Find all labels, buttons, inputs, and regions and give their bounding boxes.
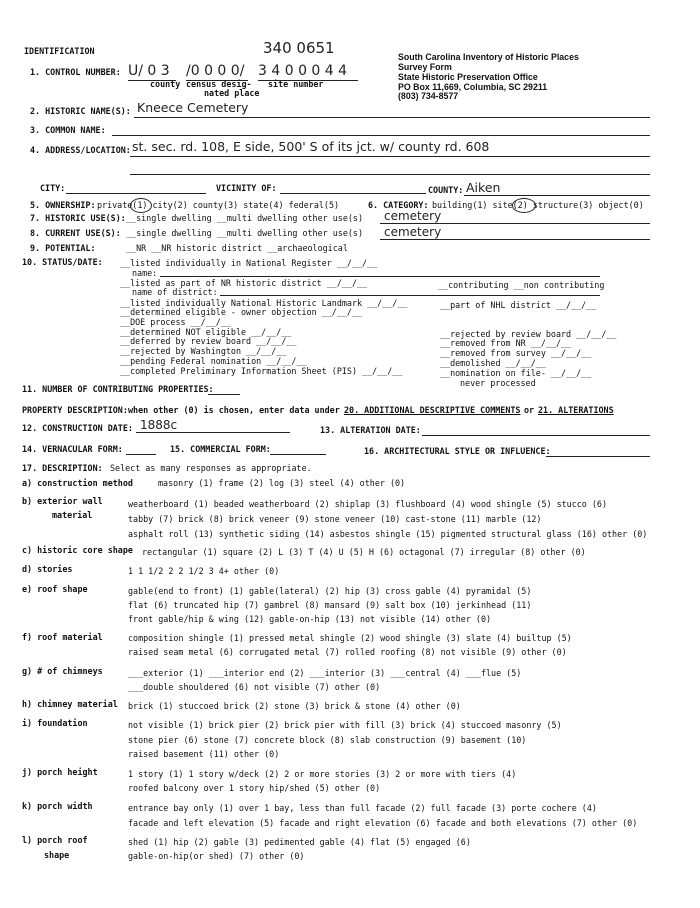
architectural-style-line[interactable]: [546, 456, 650, 457]
additional-comments-ref: 20. ADDITIONAL DESCRIPTIVE COMMENTS: [344, 405, 521, 415]
historic-use-label: 7. HISTORIC USE(S):: [30, 213, 126, 223]
city-label: CITY:: [40, 183, 66, 193]
status-option[interactable]: __determined NOT eligible __/__/__: [120, 327, 292, 337]
property-description-text: when other (0) is chosen, enter data under: [128, 405, 340, 415]
agency-line: Survey Form: [398, 61, 452, 72]
common-name-line[interactable]: [112, 135, 650, 136]
desc-row-label: l) porch roof: [22, 835, 88, 845]
architectural-style-label: 16. ARCHITECTURAL STYLE OR INFLUENCE:: [364, 446, 551, 456]
current-use-label: 8. CURRENT USE(S):: [30, 228, 121, 238]
construction-date-line: [136, 432, 290, 433]
desc-row-label-2: material: [52, 510, 93, 520]
desc-row-label: b) exterior wall: [22, 496, 103, 506]
status-option-right: never processed: [460, 378, 536, 388]
status-option-right[interactable]: __contributing __non contributing: [438, 280, 605, 290]
desc-row-label: j) porch height: [22, 767, 98, 777]
agency-block: [398, 53, 579, 102]
control-county-code: U/ 0 3: [128, 63, 170, 79]
desc-row-options[interactable]: entrance bay only (1) over 1 bay, less than full facade (2) full facade (3) porte cochere (4): [128, 803, 597, 813]
desc-row-options[interactable]: raised basement (11) other (0): [128, 749, 280, 759]
historic-use-line: [380, 223, 650, 224]
ownership-options[interactable]: private(1) city(2) county(3) state(4) federal(5): [97, 200, 340, 210]
construction-date-label: 12. CONSTRUCTION DATE:: [22, 423, 133, 433]
description-label: 17. DESCRIPTION:: [22, 463, 103, 473]
status-option: name:: [132, 268, 158, 278]
common-name-label: 3. COMMON NAME:: [30, 125, 106, 135]
potential-label: 9. POTENTIAL:: [30, 243, 96, 253]
desc-row-options[interactable]: raised seam metal (6) corrugated metal (7) rolled roofing (8) not visible (9) other (0): [128, 647, 567, 657]
status-option[interactable]: __listed as part of NR historic district __/__/__: [120, 278, 368, 288]
construction-date-value[interactable]: 1888c: [140, 418, 178, 432]
category-circle: [512, 198, 536, 213]
desc-row-label: f) roof material: [22, 632, 103, 642]
desc-row-options[interactable]: stone pier (6) stone (7) concrete block (8) slab construction (9) basement (10): [128, 735, 527, 745]
county-field-line: [464, 195, 650, 196]
status-option[interactable]: __pending Federal nomination __/__/__: [120, 356, 307, 366]
county-caption: county: [150, 79, 181, 89]
vernacular-form-label: 14. VERNACULAR FORM:: [22, 444, 123, 454]
desc-row-options[interactable]: facade and left elevation (5) facade and right elevation (6) facade and both elevations (7) other (0): [128, 818, 638, 828]
identification-heading: IDENTIFICATION: [24, 46, 95, 56]
status-label: 10. STATUS/DATE:: [22, 257, 103, 267]
vicinity-line[interactable]: [280, 193, 426, 194]
current-use-line: [380, 239, 650, 240]
commercial-form-label: 15. COMMERCIAL FORM:: [170, 444, 271, 454]
desc-row-options[interactable]: roofed balcony over 1 story hip/shed (5) other (0): [128, 783, 381, 793]
agency-line: (803) 734-8577: [398, 91, 459, 102]
vernacular-form-line[interactable]: [126, 454, 156, 455]
status-option-right[interactable]: __nomination on file- __/__/__: [440, 368, 592, 378]
ownership-label: 5. OWNERSHIP:: [30, 200, 96, 210]
status-option[interactable]: __completed Preliminary Information Sheet (PIS) __/__/__: [120, 366, 403, 376]
status-option-right[interactable]: __demolished __/__/__: [440, 358, 546, 368]
status-option: name of district:: [132, 287, 218, 297]
desc-row-label: a) construction method: [22, 478, 133, 488]
desc-row-label: d) stories: [22, 564, 73, 574]
desc-row-label: e) roof shape: [22, 584, 88, 594]
desc-row-options[interactable]: masonry (1) frame (2) log (3) steel (4) other (0): [158, 478, 406, 488]
property-description-label: PROPERTY DESCRIPTION:: [22, 405, 128, 415]
desc-row-label-2: shape: [44, 850, 70, 860]
place-caption-2: nated place: [204, 88, 260, 98]
desc-row-options[interactable]: front gable/hip & wing (12) gable-on-hip (13) not visible (14) other (0): [128, 614, 492, 624]
current-use-value[interactable]: cemetery: [384, 225, 442, 239]
desc-row-options[interactable]: composition shingle (1) pressed metal shingle (2) wood shingle (3) slate (4) builtup (5): [128, 633, 572, 643]
current-use-options[interactable]: __single dwelling __multi dwelling other use(s): [126, 228, 363, 238]
historic-name-value[interactable]: Kneece Cemetery: [137, 100, 249, 115]
agency-line: PO Box 11,669, Columbia, SC 29211: [398, 81, 548, 92]
status-option-right[interactable]: __removed from survey __/__/__: [440, 348, 592, 358]
address-value[interactable]: st. sec. rd. 108, E side, 500' S of its jct. w/ county rd. 608: [132, 139, 490, 154]
desc-row-options[interactable]: ___double shouldered (6) not visible (7) other (0): [128, 682, 381, 692]
historic-use-value[interactable]: cemetery: [384, 209, 442, 223]
desc-row-label: i) foundation: [22, 718, 88, 728]
potential-options[interactable]: __NR __NR historic district __archaeological: [126, 243, 348, 253]
handwritten-stamp-number: 340 0651: [263, 39, 335, 57]
county-value[interactable]: Aiken: [466, 180, 501, 195]
status-option-right[interactable]: __rejected by review board __/__/__: [440, 329, 617, 339]
desc-row-options[interactable]: gable(end to front) (1) gable(lateral) (2) hip (3) cross gable (4) pyramidal (5): [128, 586, 532, 596]
status-option[interactable]: __listed individually in National Register __/__/__: [120, 258, 378, 268]
site-caption: site number: [268, 79, 324, 89]
desc-row-options[interactable]: brick (1) stuccoed brick (2) stone (3) brick & stone (4) other (0): [128, 701, 461, 711]
desc-row-options[interactable]: flat (6) truncated hip (7) gambrel (8) mansard (9) salt box (10) jerkinhead (11): [128, 600, 532, 610]
control-number-label: 1. CONTROL NUMBER:: [30, 67, 121, 77]
desc-row-options[interactable]: not visible (1) brick pier (2) brick pier with fill (3) brick (4) stuccoed masonry (5): [128, 720, 562, 730]
alterations-ref: 21. ALTERATIONS: [538, 405, 614, 415]
desc-row-options[interactable]: shed (1) hip (2) gable (3) pedimented gable (4) flat (5) engaged (6): [128, 837, 471, 847]
desc-row-options[interactable]: tabby (7) brick (8) brick veneer (9) stone veneer (10) cast-stone (11) marble (12): [128, 514, 542, 524]
desc-row-label: h) chimney material: [22, 699, 118, 709]
description-instruction: Select as many responses as appropriate.: [110, 463, 312, 473]
desc-row-options[interactable]: gable-on-hip(or shed) (7) other (0): [128, 851, 305, 861]
desc-row-options[interactable]: asphalt roll (13) synthetic siding (14) asbestos shingle (15) pigmented structural glass (16) other (0): [128, 529, 648, 539]
historic-use-options[interactable]: __single dwelling __multi dwelling other use(s): [126, 213, 363, 223]
desc-row-options[interactable]: 1 story (1) 1 story w/deck (2) 2 or more stories (3) 2 or more with tiers (4): [128, 769, 517, 779]
agency-line: State Historic Preservation Office: [398, 71, 538, 82]
status-option[interactable]: __DOE process __/__/__: [120, 317, 231, 327]
status-district-line: [220, 295, 600, 296]
status-option[interactable]: __determined eligible - owner objection __/__/__: [120, 307, 363, 317]
desc-row-options[interactable]: weatherboard (1) beaded weatherboard (2) shiplap (3) flushboard (4) wood shingle (5) stucco (6): [128, 499, 608, 509]
status-name-line: [160, 276, 600, 277]
desc-row-options[interactable]: 1 1 1/2 2 2 1/2 3 4+ other (0): [128, 566, 280, 576]
commercial-form-line[interactable]: [270, 454, 326, 455]
desc-row-label: k) porch width: [22, 801, 93, 811]
contributing-line[interactable]: [208, 394, 240, 395]
agency-line: South Carolina Inventory of Historic Places: [398, 52, 579, 62]
address-label: 4. ADDRESS/LOCATION:: [30, 145, 131, 155]
county-field-label: COUNTY:: [428, 185, 464, 195]
ownership-circle: [130, 198, 152, 213]
historic-name-label: 2. HISTORIC NAME(S):: [30, 106, 131, 116]
address-line: [130, 156, 650, 157]
place-caption: census desig-: [186, 79, 252, 89]
control-site-number: 3 4 0 0 0 4 4: [258, 63, 348, 79]
desc-row-label: g) # of chimneys: [22, 666, 103, 676]
category-label: 6. CATEGORY:: [368, 200, 429, 210]
status-option-right[interactable]: __removed from NR __/__/__: [440, 338, 572, 348]
status-option[interactable]: __rejected by Washington __/__/__: [120, 346, 287, 356]
contributing-label: 11. NUMBER OF CONTRIBUTING PROPERTIES:: [22, 384, 214, 394]
historic-name-line: [134, 117, 650, 118]
or-text: or: [524, 405, 535, 415]
status-option[interactable]: __deferred by review board __/__/__: [120, 336, 297, 346]
desc-row-options[interactable]: rectangular (1) square (2) L (3) T (4) U (5) H (6) octagonal (7) irregular (8) other (0): [142, 547, 586, 557]
status-option[interactable]: __listed individually National Historic Landmark __/__/__: [120, 298, 408, 308]
alteration-date-line[interactable]: [422, 435, 650, 436]
address-line-2: [130, 174, 650, 175]
desc-row-label: c) historic core shape: [22, 545, 133, 555]
desc-row-options[interactable]: ___exterior (1) ___interior end (2) ___interior (3) ___central (4) ___flue (5): [128, 668, 522, 678]
status-option-right[interactable]: __part of NHL district __/__/__: [440, 300, 597, 310]
city-line[interactable]: [66, 193, 206, 194]
alteration-date-label: 13. ALTERATION DATE:: [320, 425, 421, 435]
category-options[interactable]: building(1) site(2) structure(3) object(0): [432, 200, 644, 210]
vicinity-label: VICINITY OF:: [216, 183, 277, 193]
control-place-code: /0 0 0 0/: [186, 63, 245, 79]
